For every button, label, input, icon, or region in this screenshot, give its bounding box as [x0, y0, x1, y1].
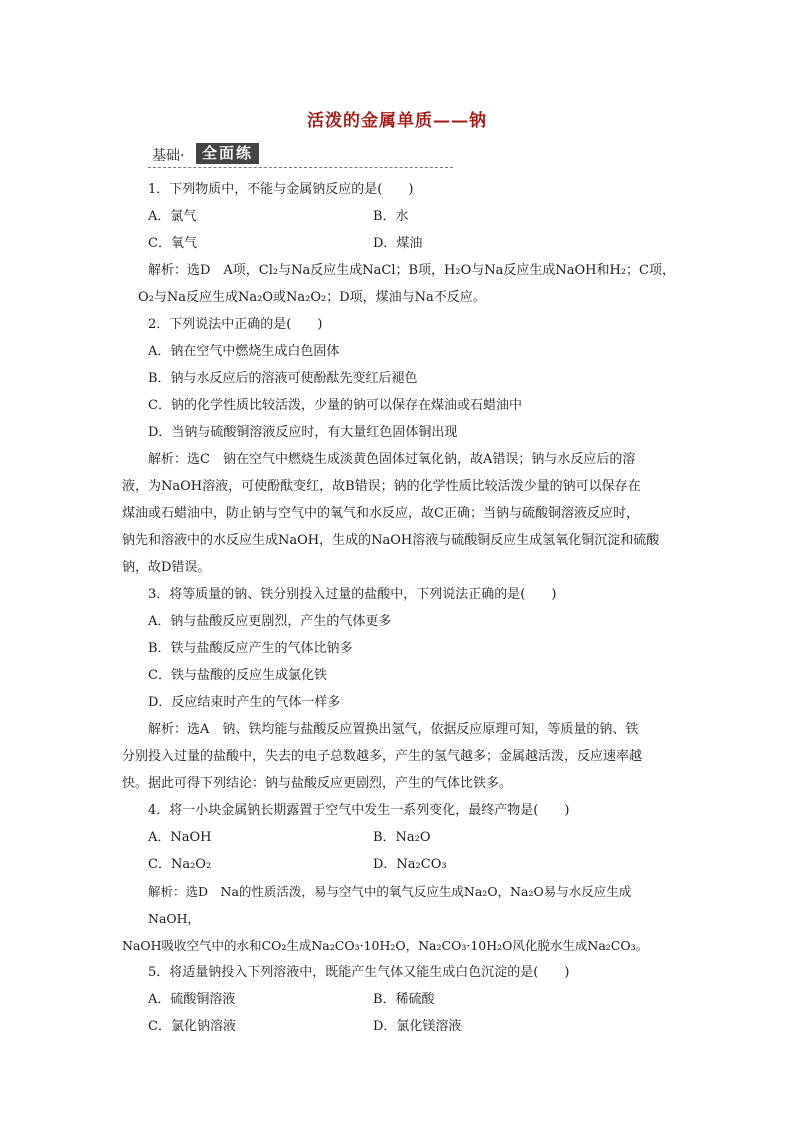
- option-c: C．氯化钠溶液: [148, 1019, 236, 1034]
- question-5: [148, 959, 676, 1040]
- option-c: C．Na₂O₂: [148, 857, 212, 872]
- analysis-line: 液，为NaOH溶液，可使酚酞变红，故B错误；钠的化学性质比较活泼少量的钠可以保存在: [122, 479, 641, 494]
- analysis-line: 钠，故D错误。: [122, 560, 211, 575]
- option-b: B．Na₂O: [373, 830, 431, 845]
- section-badge: 全面练: [196, 143, 259, 164]
- analysis: [122, 878, 676, 959]
- option-a: A．氯气: [148, 209, 197, 224]
- analysis-line: NaOH吸收空气中的水和CO₂生成Na₂CO₃·10H₂O，Na₂CO₃·10H₂O风化脱水生成Na₂CO₃。: [122, 938, 649, 953]
- option-d: D．煤油: [373, 236, 423, 251]
- option-c: C．钠的化学性质比较活泼，少量的钠可以保存在煤油或石蜡油中: [148, 398, 522, 413]
- option-a: A．钠在空气中燃烧生成白色固体: [148, 344, 340, 359]
- option-a: A．NaOH: [148, 830, 212, 845]
- analysis: [138, 257, 676, 311]
- analysis-line: 钠先和溶液中的水反应生成NaOH，生成的NaOH溶液与硫酸铜反应生成氢氧化铜沉淀和硫酸: [122, 533, 660, 548]
- question-stem: 5．将适量钠投入下列溶液中，既能产生气体又能生成白色沉淀的是( ): [148, 965, 570, 980]
- option-b: B．稀硫酸: [373, 992, 435, 1007]
- option-d: D．当钠与硫酸铜溶液反应时，有大量红色固体铜出现: [148, 425, 458, 440]
- option-b: B．铁与盐酸反应产生的气体比钠多: [148, 641, 353, 656]
- analysis: [122, 716, 676, 797]
- analysis-line: 解析：选C 钠在空气中燃烧生成淡黄色固体过氧化钠，故A错误；钠与水反应后的溶: [148, 452, 636, 467]
- analysis-line: 煤油或石蜡油中，防止钠与空气中的氧气和水反应，故C正确；当钠与硫酸铜溶液反应时，: [122, 506, 639, 521]
- option-b: B．水: [373, 209, 409, 224]
- question-4: [122, 797, 676, 959]
- option-c: C．铁与盐酸的反应生成氯化铁: [148, 668, 327, 683]
- section-label: 基础·: [152, 148, 185, 164]
- question-stem: 3．将等质量的钠、铁分别投入过量的盐酸中，下列说法正确的是( ): [148, 587, 557, 602]
- question-stem: 1．下列物质中，不能与金属钠反应的是( ): [148, 182, 414, 197]
- option-d: D．Na₂CO₃: [373, 857, 447, 872]
- question-stem: 2．下列说法中正确的是( ): [148, 317, 323, 332]
- section-header: [148, 143, 453, 168]
- analysis-line: O₂与Na反应生成Na₂O或Na₂O₂；D项，煤油与Na不反应。: [138, 290, 486, 305]
- question-2: [122, 311, 676, 581]
- analysis-line: 解析：选D Na的性质活泼，易与空气中的氧气反应生成Na₂O，Na₂O易与水反应生成NaOH，: [148, 884, 632, 926]
- option-a: A．硫酸铜溶液: [148, 992, 236, 1007]
- option-b: B．钠与水反应后的溶液可使酚酞先变红后褪色: [148, 371, 418, 386]
- analysis: [122, 446, 676, 581]
- question-stem: 4．将一小块金属钠长期露置于空气中发生一系列变化，最终产物是( ): [148, 803, 570, 818]
- analysis-line: 分别投入过量的盐酸中，失去的电子总数越多，产生的氢气越多；金属越活泼，反应速率越: [122, 749, 643, 764]
- option-d: D．反应结束时产生的气体一样多: [148, 695, 341, 710]
- question-1: [138, 176, 676, 311]
- option-d: D．氯化镁溶液: [373, 1019, 462, 1034]
- option-c: C．氧气: [148, 236, 197, 251]
- analysis-line: 解析：选A 钠、铁均能与盐酸反应置换出氢气，依据反应原理可知，等质量的钠、铁: [148, 722, 639, 737]
- question-list: [122, 176, 676, 1040]
- question-3: [122, 581, 676, 797]
- option-a: A．钠与盐酸反应更剧烈，产生的气体更多: [148, 614, 392, 629]
- analysis-line: 快。据此可得下列结论：钠与盐酸反应更剧烈，产生的气体比铁多。: [122, 776, 513, 791]
- page-title: 活泼的金属单质——钠: [307, 111, 487, 131]
- analysis-line: 解析：选D A项，Cl₂与Na反应生成NaCl；B项，H₂O与Na反应生成NaOH和H₂；C项，: [148, 263, 675, 278]
